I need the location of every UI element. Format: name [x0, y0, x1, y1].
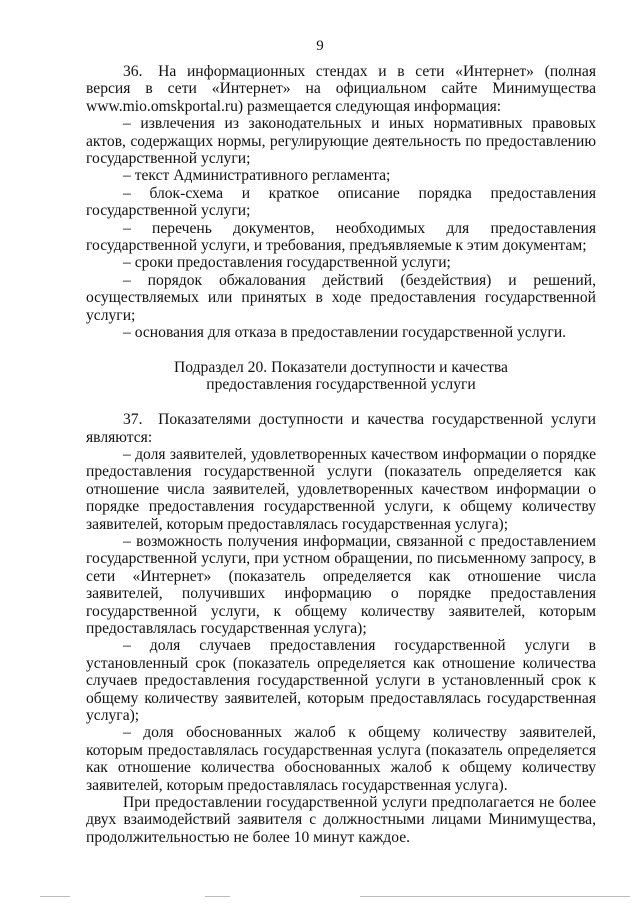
scan-artifacts	[0, 893, 640, 899]
paragraph: 37. Показателями доступности и качества государственной услуги являются:	[86, 411, 596, 446]
paragraph: 36. На информационных стендах и в сети «Интернет» (полная версия в сети «Интернет» на официальном сайте Минимущества www.mio.omskportal.ru) размещается следующая информация:	[86, 63, 596, 115]
list-item: – доля заявителей, удовлетворенных качеством информации о порядке предоставления государственной услуги (показатель определяется как отношение числа заявителей, удовлетворенных качеством информации о порядке предоставления государственной услуги, к общему количеству заявителей, которым предоставлялась государственная услуга);	[86, 445, 596, 533]
section-heading: Подраздел 20. Показатели доступности и качества	[174, 358, 508, 376]
list-item: – доля случаев предоставления государственной услуги в установленный срок (показатель определяется как отношение количества случаев предоставления государственной услуги в установленный срок к общему количеству заявителей, которым предоставлялась государственная услуга);	[86, 637, 596, 724]
document-body	[86, 63, 596, 846]
section-heading: предоставления государственной услуги	[206, 376, 476, 394]
list-item: – извлечения из законодательных и иных нормативных правовых актов, содержащих нормы, регулирующие деятельность по предоставлению государственной услуги;	[86, 115, 596, 168]
list-item: – порядок обжалования действий (бездействия) и решений, осуществляемых или принятых в ходе предоставления государственной услуги;	[86, 271, 596, 324]
list-item: – блок-схема и краткое описание порядка предоставления государственной услуги;	[86, 184, 596, 220]
spacer	[86, 342, 596, 359]
page-number: 9	[316, 38, 324, 54]
list-item: – возможность получения информации, связанной с предоставлением государственной услуги, при устном обращении, по письменному запросу, в сети «Интернет» (показатель определяется как отношение числа заявителей, получивших информацию о порядке предоставления государственной услуги, к общему количеству заявителей, которым предоставлялась государственная услуга);	[86, 532, 596, 637]
paragraph: При предоставлении государственной услуги предполагается не более двух взаимодействий заявителя с должностными лицами Минимущества, продолжительностью не более 10 минут каждое.	[86, 794, 596, 846]
list-item: – доля обоснованных жалоб к общему количеству заявителей, которым предоставлялась государственная услуга (показатель определяется как отношение количества обоснованных жалоб к общему количеству заявителей, которым предоставлялась государственная услуга).	[86, 724, 596, 794]
list-item: – текст Административного регламента;	[123, 167, 391, 185]
list-item: – сроки предоставления государственной услуги;	[123, 254, 451, 272]
list-item: – основания для отказа в предоставлении государственной услуги.	[123, 324, 567, 342]
spacer	[86, 394, 596, 411]
list-item: – перечень документов, необходимых для предоставления государственной услуги, и требования, предъявляемые к этим документам;	[86, 219, 596, 255]
